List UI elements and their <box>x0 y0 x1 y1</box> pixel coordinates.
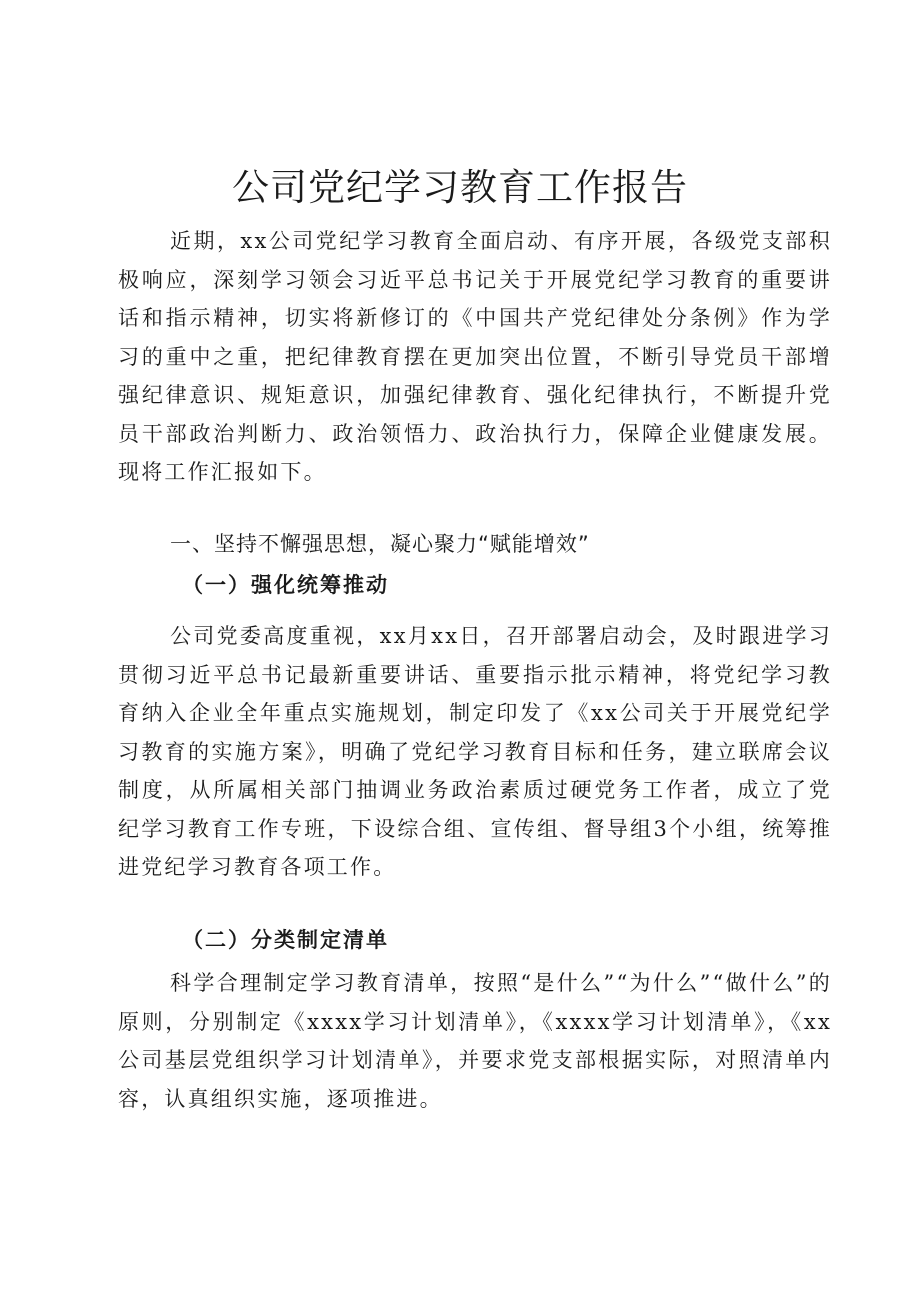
intro-paragraph: 近期，xx公司党纪学习教育全面启动、有序开展，各级党支部积极响应，深刻学习领会习近平总书记关于开展党纪学习教育的重要讲话和指示精神，切实将新修订的《中国共产党纪律处分条例》作为学习的重中之重，把纪律教育摆在更加突出位置，不断引导党员干部增强纪律意识、规矩意识，加强纪律教育、强化纪律执行，不断提升党员干部政治判断力、政治领悟力、政治执行力，保障企业健康发展。现将工作汇报如下。 <box>118 229 832 484</box>
subsection-paragraph-2: 科学合理制定学习教育清单，按照“是什么”“为什么”“做什么”的原则，分别制定《xxxx学习计划清单》，《xxxx学习计划清单》，《xx公司基层党组织学习计划清单》，并要求党支部根据实际，对照清单内容，认真组织实施，逐项推进。 <box>118 971 832 1111</box>
page-title: 公司党纪学习教育工作报告 <box>232 166 688 209</box>
subsection-heading-2: （二）分类制定清单 <box>182 927 389 952</box>
subsection-paragraph-1: 公司党委高度重视，xx月xx日，召开部署启动会，及时跟进学习贯彻习近平总书记最新重要讲话、重要指示批示精神，将党纪学习教育纳入企业全年重点实施规划，制定印发了《xx公司关于开展党纪学习教育的实施方案》，明确了党纪学习教育目标和任务，建立联席会议制度，从所属相关部门抽调业务政治素质过硬党务工作者，成立了党纪学习教育工作专班，下设综合组、宣传组、督导组3个小组，统筹推进党纪学习教育各项工作。 <box>118 624 832 879</box>
subsection-heading-1: （一）强化统筹推动 <box>182 572 389 597</box>
section-heading-1: 一、坚持不懈强思想，凝心聚力“赋能增效” <box>170 532 590 556</box>
